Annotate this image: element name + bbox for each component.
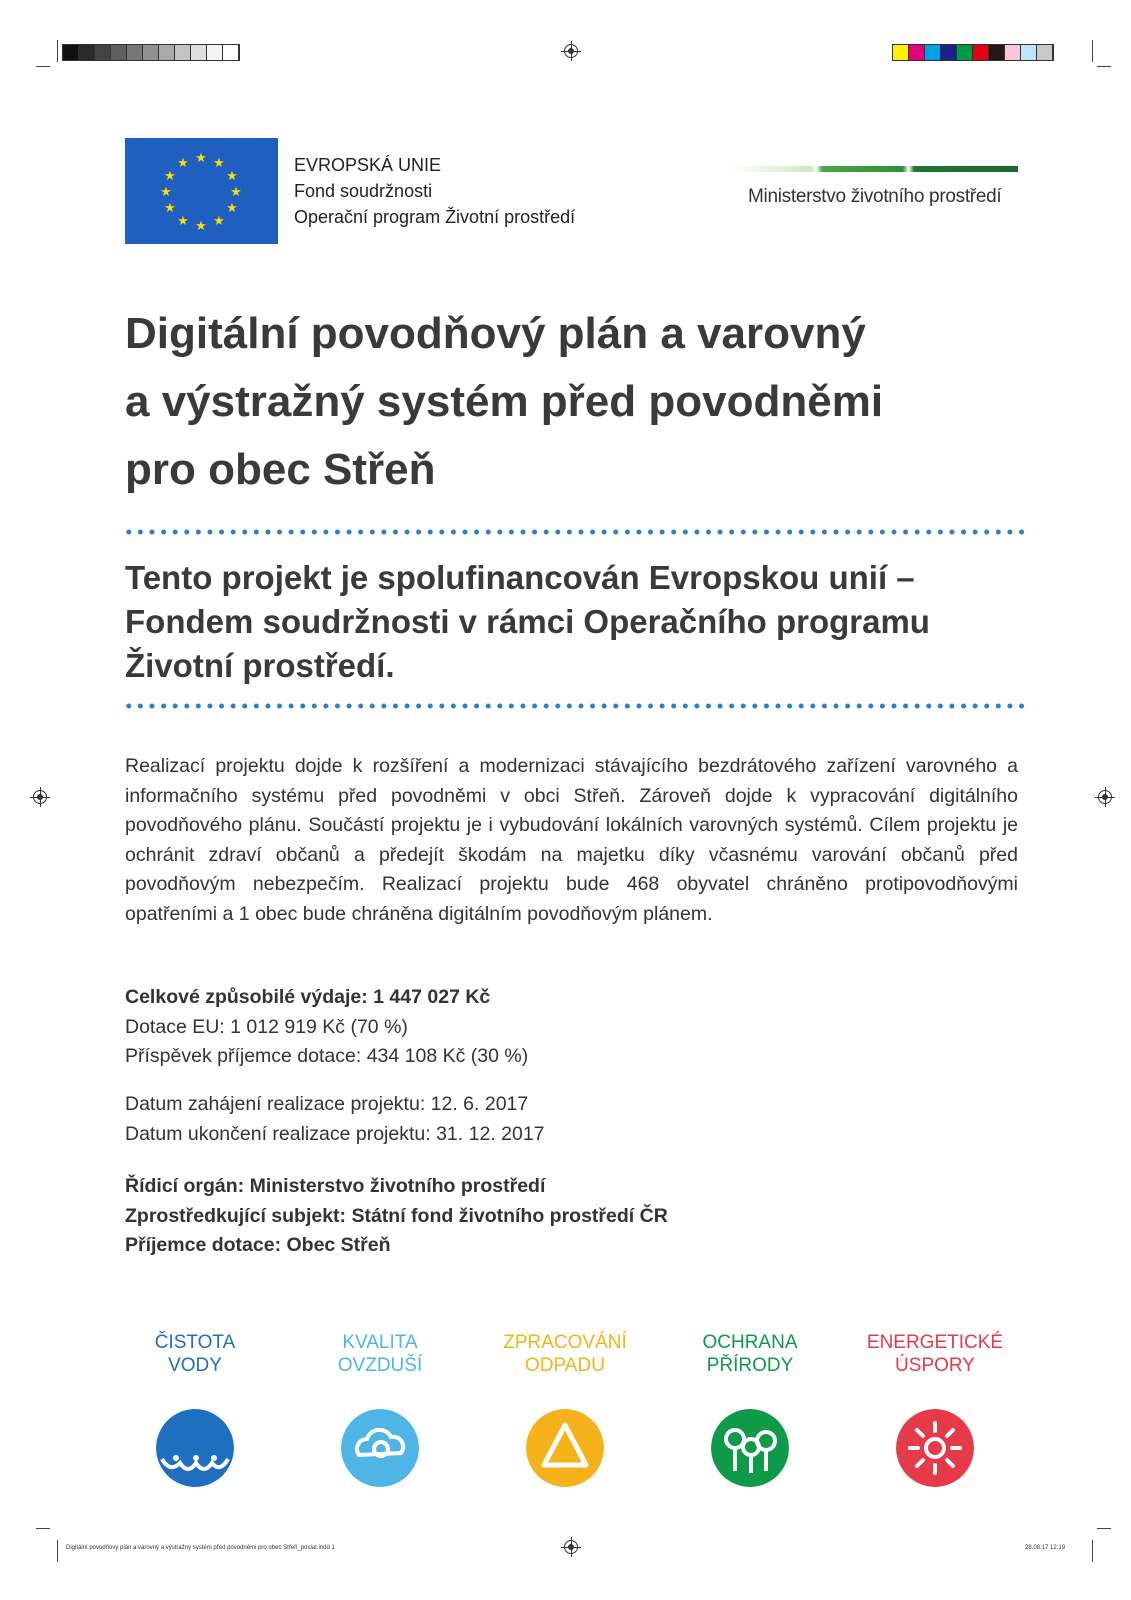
cloud-icon xyxy=(341,1409,419,1487)
svg-text:★: ★ xyxy=(230,185,242,200)
svg-text:★: ★ xyxy=(160,185,172,200)
triangle-icon xyxy=(526,1409,604,1487)
crop-mark xyxy=(36,1528,50,1529)
ministry-name: Ministerstvo životního prostředí xyxy=(748,186,1002,207)
theme-label-line: ČISTOTA xyxy=(154,1332,236,1353)
subtitle-line: Životní prostředí. xyxy=(125,647,395,684)
registration-mark xyxy=(564,44,578,58)
crop-mark xyxy=(36,66,50,67)
dotted-divider xyxy=(123,529,1025,535)
svg-text:★: ★ xyxy=(164,201,176,216)
svg-text:★: ★ xyxy=(177,214,189,229)
end-date: Datum ukončení realizace projektu: 31. 12. 2017 xyxy=(125,1122,545,1145)
organizations-block xyxy=(125,1172,668,1261)
recipient-contribution: Příspěvek příjemce dotace: 434 108 Kč (30 %) xyxy=(125,1045,529,1067)
crop-mark xyxy=(1092,1540,1093,1562)
theme-label xyxy=(295,1331,465,1381)
theme-label-line: OCHRANA xyxy=(702,1332,798,1353)
trees-icon xyxy=(711,1409,789,1487)
crop-mark xyxy=(1097,1528,1111,1529)
theme-label-line: KVALITA xyxy=(342,1332,418,1353)
eu-line: Fond soudržnosti xyxy=(294,181,433,201)
theme-label xyxy=(850,1331,1020,1381)
subtitle-line: Fondem soudržnosti v rámci Operačního programu xyxy=(125,603,930,640)
crop-mark xyxy=(1092,40,1093,62)
theme-label-line: ODPADU xyxy=(525,1355,605,1376)
svg-text:★: ★ xyxy=(226,169,238,184)
crop-mark xyxy=(1097,66,1111,67)
svg-text:★: ★ xyxy=(226,201,238,216)
finance-block xyxy=(125,983,528,1072)
eu-program-text xyxy=(294,152,575,230)
color-bar xyxy=(892,44,1054,61)
eu-subsidy: Dotace EU: 1 012 919 Kč (70 %) xyxy=(125,1015,408,1038)
theme-nature xyxy=(665,1331,835,1492)
theme-water xyxy=(110,1331,280,1492)
registration-mark xyxy=(1098,790,1112,804)
grant-recipient: Příjemce dotace: Obec Střeň xyxy=(125,1234,391,1256)
theme-label xyxy=(480,1331,650,1381)
eu-flag-icon xyxy=(125,138,278,244)
grayscale-bar xyxy=(62,44,240,61)
theme-label-line: VODY xyxy=(168,1355,222,1376)
print-timestamp: 28.08.17 12:19 xyxy=(1025,1545,1066,1551)
svg-text:★: ★ xyxy=(177,156,189,171)
theme-label-line: PŘÍRODY xyxy=(706,1355,794,1376)
theme-label-line: ENERGETICKÉ xyxy=(866,1332,1004,1353)
svg-text:★: ★ xyxy=(195,219,207,234)
title-line: Digitální povodňový plán a varovný xyxy=(125,309,866,358)
ministry-logo-bar xyxy=(730,166,1018,172)
cofinancing-statement xyxy=(125,556,1030,688)
svg-text:★: ★ xyxy=(213,214,225,229)
dates-block xyxy=(125,1090,545,1149)
svg-text:★: ★ xyxy=(195,151,207,166)
eu-line: EVROPSKÁ UNIE xyxy=(294,155,442,175)
theme-air xyxy=(295,1331,465,1492)
page-title xyxy=(125,300,1025,504)
print-file-name: Digitální povodňový plán a varovný a výstražný systém před povodněmi pro obec Střeň_poslat.indd 1 xyxy=(66,1545,335,1551)
theme-energy xyxy=(850,1331,1020,1492)
water-icon xyxy=(156,1409,234,1487)
eu-line: Operační program Životní prostředí xyxy=(294,207,576,227)
dotted-divider xyxy=(123,703,1025,709)
subtitle-line: Tento projekt je spolufinancován Evropskou unií – xyxy=(125,559,915,596)
theme-label-line: ÚSPORY xyxy=(895,1355,975,1376)
start-date: Datum zahájení realizace projektu: 12. 6. 2017 xyxy=(125,1093,529,1115)
sun-icon xyxy=(896,1409,974,1487)
project-description: Realizací projektu dojde k rozšíření a modernizaci stávajícího bezdrátového zařízení varovného a informačního systému před povodněmi v obci Střeň. Zároveň dojde k vypracování digitálního povodňového plánu. Součástí projektu je i vybudování lokálních varovných systémů. Cílem projektu je ochránit zdraví občanů a předejít škodám na majetku díky včasnému varování občanů před povodňovým nebezpečím. Realizací projektu bude 468 obyvatel chráněno protipovodňovými opatřeními a 1 obec bude chráněna digitálním povodňovým plánem. xyxy=(125,755,1018,925)
theme-label-line: OVZDUŠÍ xyxy=(337,1355,423,1376)
theme-label xyxy=(110,1331,280,1381)
total-costs: Celkové způsobilé výdaje: 1 447 027 Kč xyxy=(125,986,491,1008)
intermediary-body: Zprostředkující subjekt: Státní fond životního prostředí ČR xyxy=(125,1204,668,1227)
registration-mark xyxy=(564,1540,578,1554)
title-line: pro obec Střeň xyxy=(125,445,436,494)
svg-text:★: ★ xyxy=(213,156,225,171)
crop-mark xyxy=(57,1540,58,1562)
theme-label-line: ZPRACOVÁNÍ xyxy=(503,1332,627,1353)
theme-waste xyxy=(480,1331,650,1492)
managing-authority: Řídicí orgán: Ministerstvo životního prostředí xyxy=(125,1175,546,1197)
crop-mark xyxy=(57,40,58,62)
theme-label xyxy=(665,1331,835,1381)
title-line: a výstražný systém před povodněmi xyxy=(125,377,884,426)
registration-mark xyxy=(33,790,47,804)
svg-text:★: ★ xyxy=(164,169,176,184)
